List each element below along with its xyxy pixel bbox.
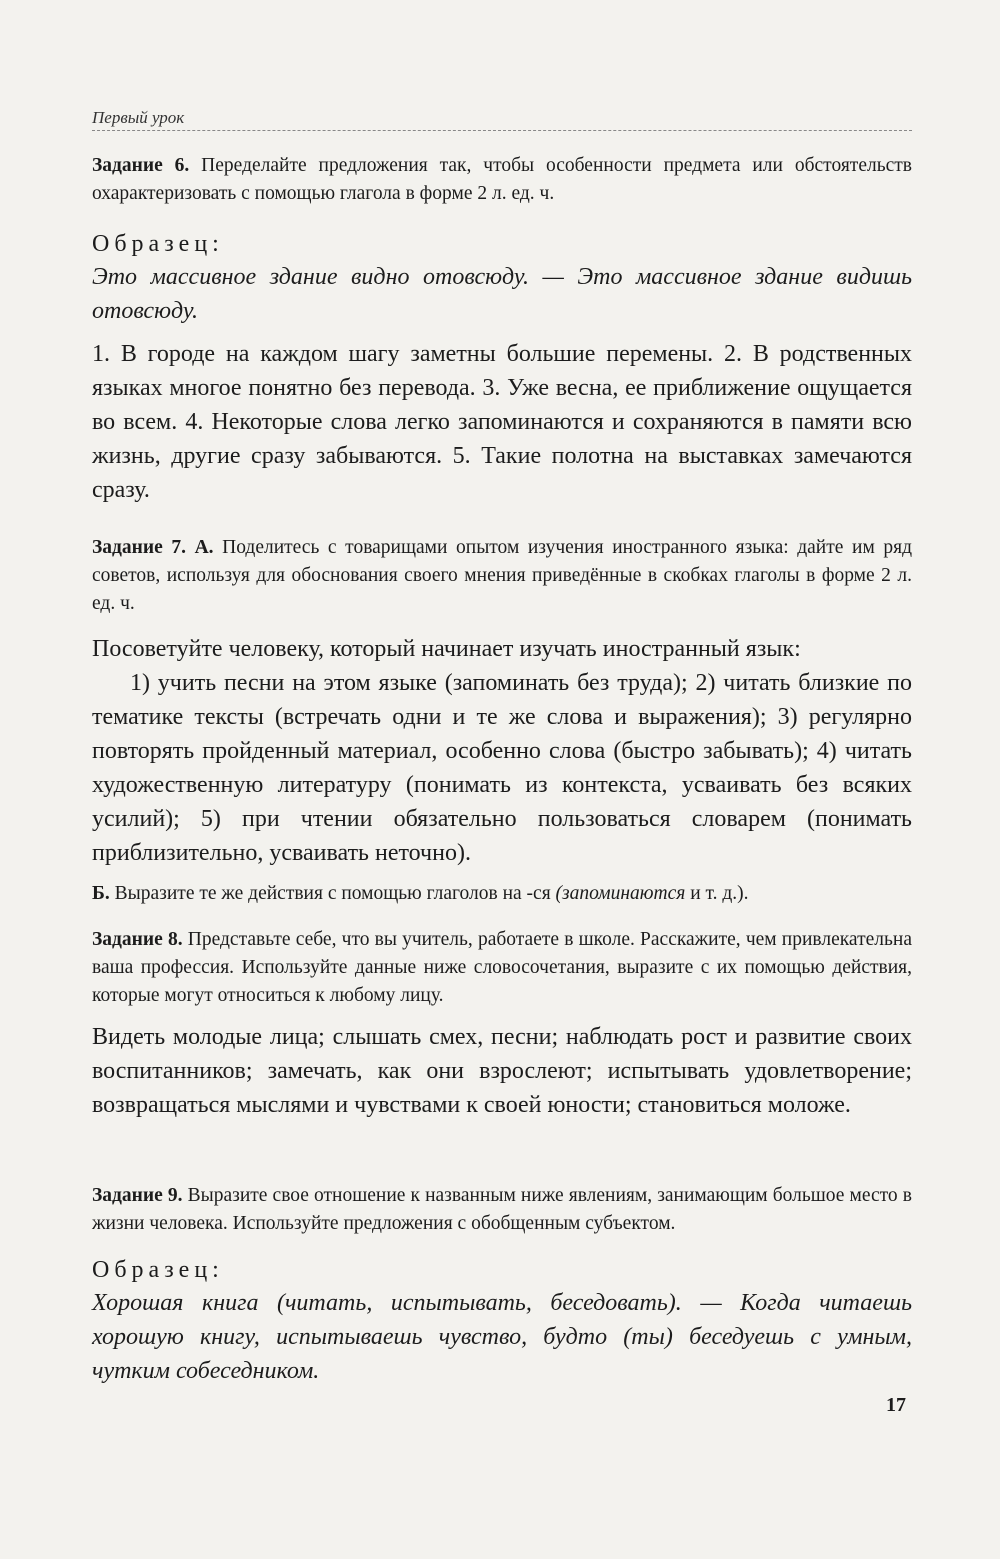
- task-6-instruction: [92, 152, 912, 208]
- task-9-instruction: [92, 1182, 912, 1238]
- sample-1-text: Это массивное здание видно отовсюду. — Это массивное здание видишь отовсюду.: [92, 264, 912, 324]
- exercise-8-phrases: Видеть молодые лица; слышать смех, песни; наблюдать рост и развитие своих воспитанников; замечать, как они взрослеют; испытывать удовлетворение; возвращаться мыслями и чувствами к своей юности; становиться моложе.: [92, 1024, 912, 1118]
- task-7b-example: (запоминаются: [555, 883, 686, 904]
- task-7b-title: Б.: [92, 883, 110, 904]
- exercise-7-intro: Посоветуйте человеку, который начинает изучать иностранный язык:: [92, 636, 801, 662]
- page-number: 17: [886, 1394, 906, 1416]
- task-7-text: Поделитесь с товарищами опытом изучения иностранного языка: дайте им ряд советов, используя для обоснования своего мнения приведённые в скобках глаголы в форме 2 л. ед. ч.: [92, 537, 913, 614]
- task-8-instruction: [92, 926, 912, 1010]
- task-7b-instruction: [92, 880, 912, 908]
- running-header: Первый урок: [92, 108, 185, 127]
- task-7-title: Задание 7. А.: [92, 537, 214, 558]
- sample-2-label: Образец:: [92, 1257, 224, 1283]
- sample-2-text: Хорошая книга (читать, испытывать, беседовать). — Когда читаешь хорошую книгу, испытываешь чувство, будто (ты) беседуешь с умным, чутким собеседником.: [92, 1290, 912, 1384]
- task-9-text: Выразите свое отношение к названным ниже явлениям, занимающим большое место в жизни человека. Используйте предложения с обобщенным субъектом.: [92, 1185, 912, 1234]
- task-6-title: Задание 6.: [92, 155, 190, 176]
- task-7b-text: Выразите те же действия с помощью глаголов на -ся: [109, 883, 556, 904]
- task-9-title: Задание 9.: [92, 1185, 183, 1206]
- task-8-title: Задание 8.: [92, 929, 183, 950]
- header-divider: [92, 130, 912, 131]
- exercise-6-sentences: 1. В городе на каждом шагу заметны большие перемены. 2. В родственных языках многое понятно без перевода. 3. Уже весна, ее приближение ощущается во всем. 4. Некоторые слова легко запоминаются и сохраняются в памяти всю жизнь, другие сразу забываются. 5. Такие полотна на выставках замечаются сразу.: [92, 341, 912, 503]
- sample-1-label: Образец:: [92, 231, 224, 257]
- task-6-text: Переделайте предложения так, чтобы особенности предмета или обстоятельств охарактеризовать с помощью глагола в форме 2 л. ед. ч.: [92, 155, 912, 204]
- task-7-instruction: [92, 534, 912, 618]
- task-8-text: Представьте себе, что вы учитель, работаете в школе. Расскажите, чем привлекательна ваша профессия. Используйте данные ниже словосочетания, выразите с их помощью действия, которые могут относиться к любому лицу.: [92, 929, 912, 1006]
- task-7b-tail: и т. д.).: [685, 883, 749, 904]
- exercise-7-items: 1) учить песни на этом языке (запоминать без труда); 2) читать близкие по тематике тексты (встречать одни и те же слова и выражения); 3) регулярно повторять пройденный материал, особенно слова (быстро забывать); 4) читать художественную литературу (понимать из контекста, усваивать без всяких усилий); 5) при чтении обязательно пользоваться словарем (понимать приблизительно, усваивать неточно).: [92, 670, 912, 866]
